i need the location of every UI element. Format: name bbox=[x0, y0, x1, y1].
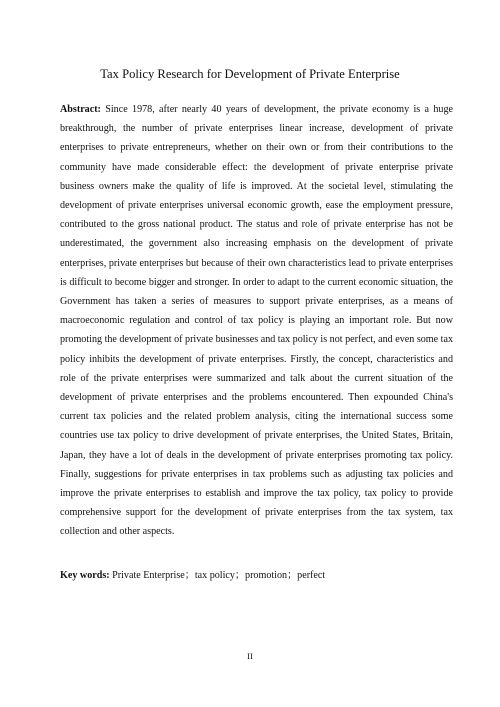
keywords-text: Private Enterprise；tax policy；promotion；perfect bbox=[112, 570, 326, 581]
keywords-paragraph bbox=[60, 568, 453, 584]
paper-title: Tax Policy Research for Development of Private Enterprise bbox=[100, 67, 400, 81]
abstract-paragraph bbox=[60, 100, 453, 542]
page-number: II bbox=[247, 651, 253, 661]
abstract-text: Since 1978, after nearly 40 years of development, the private economy is a huge breakthrough, the number of private enterprises linear increase, development of private enterprises to private entrepreneurs, whether on their own or from their contributions to the community have made considerable effect: the development of private enterprise private business owners make the quality of life is improved. At the societal level, stimulating the development of private enterprises universal economic growth, ease the employment pressure, contributed to the gross national product. The status and role of private enterprise has not be underestimated, the government also increasing emphasis on the development of private enterprises, private enterprises but because of their own characteristics lead to private enterprises is difficult to become bigger and stronger. In order to adapt to the current economic situation, the Government has taken a series of measures to support private enterprises, as a means of macroeconomic regulation and control of tax policy is playing an important role. But now promoting the development of private businesses and tax policy is not perfect, and even some tax policy inhibits the development of private enterprises. Firstly, the concept, characteristics and role of the private enterprises were summarized and talk about the current situation of the development of private enterprises and the problems encountered. Then expounded China's current tax policies and the related problem analysis, citing the international success some countries use tax policy to drive development of private enterprises, the United States, Britain, Japan, they have a lot of deals in the development of private enterprises promoting tax policy. Finally, suggestions for private enterprises in tax problems such as adjusting tax policies and improve the private enterprises to establish and improve the tax policy, tax policy to provide comprehensive support for the development of private enterprises from the tax system, tax collection and other aspects. bbox=[60, 104, 453, 538]
abstract-label: Abstract: bbox=[60, 104, 101, 115]
keywords-label: Key words: bbox=[60, 570, 110, 581]
